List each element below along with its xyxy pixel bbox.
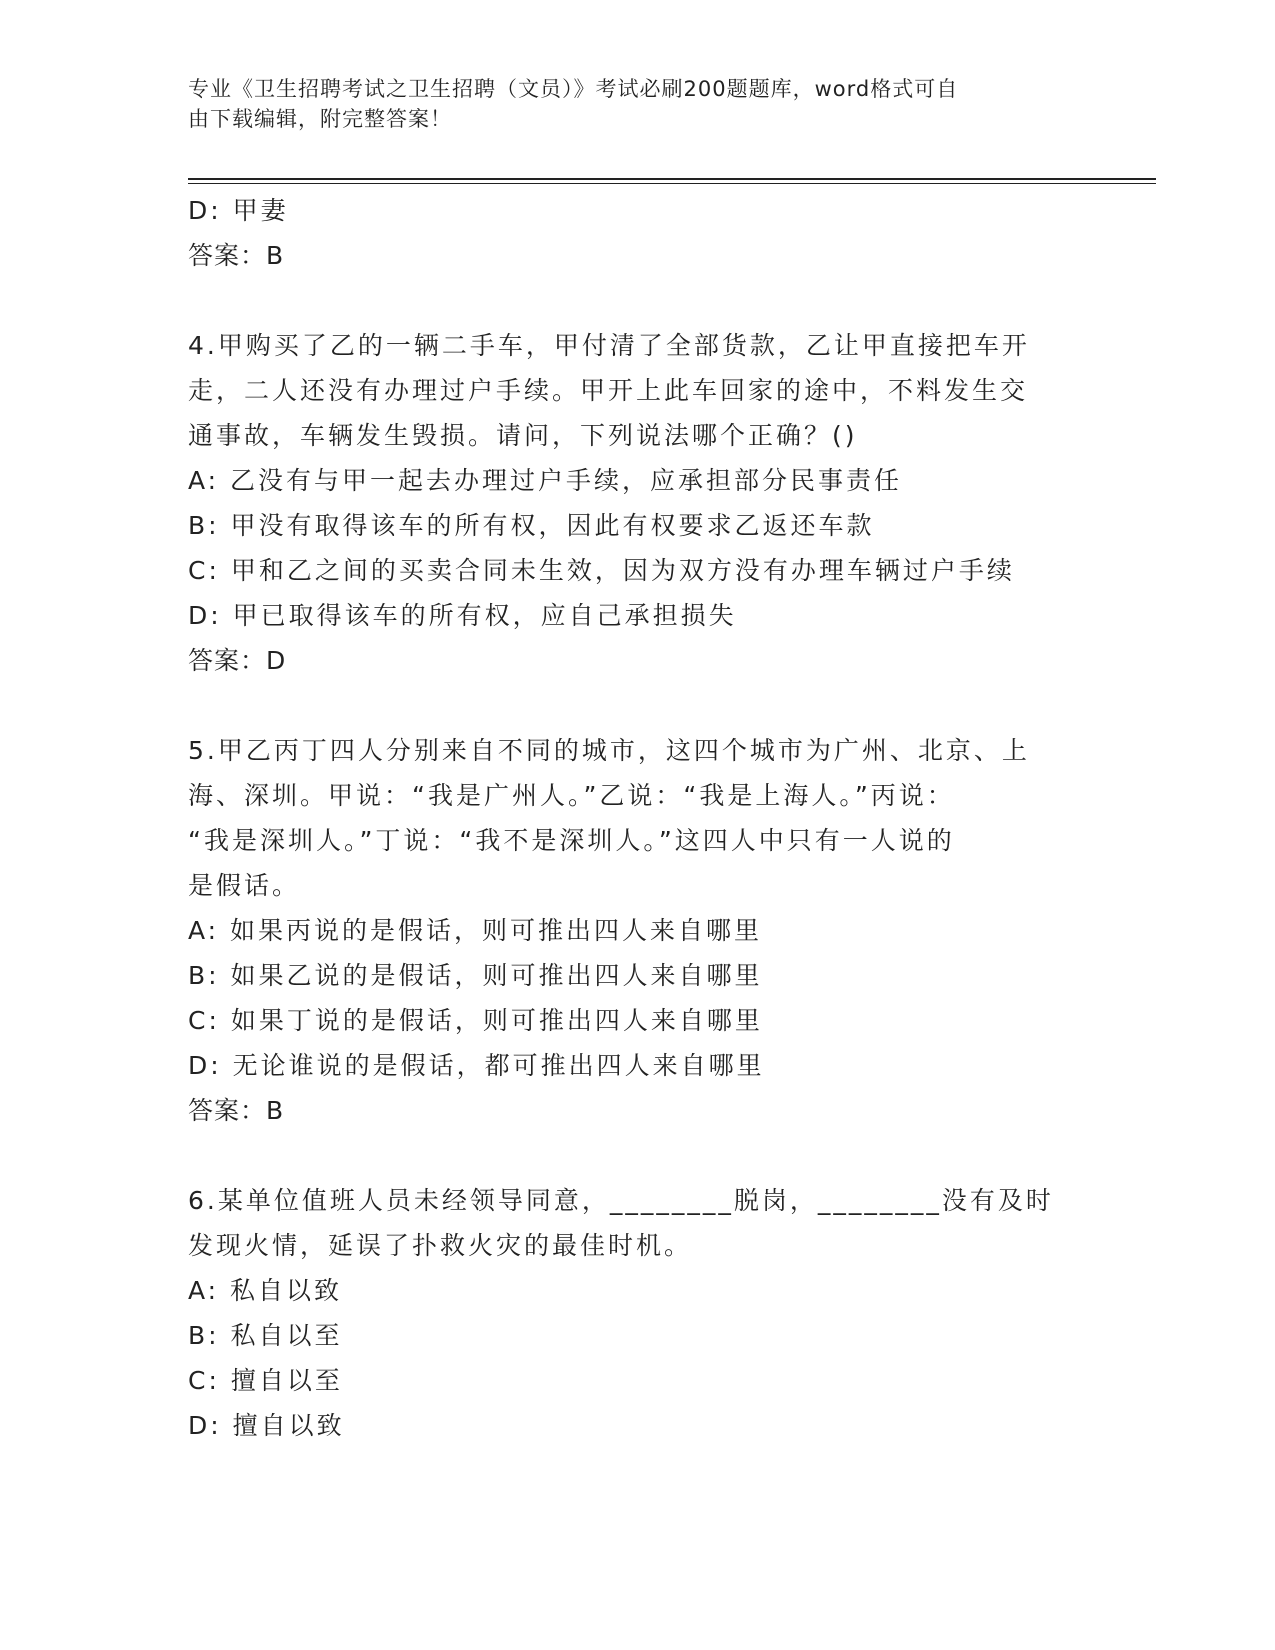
prev-question-answer: 答案：B xyxy=(188,241,285,270)
question-4-stem-line: 通事故，车辆发生毁损。请问，下列说法哪个正确？() xyxy=(188,421,858,450)
document-header xyxy=(188,74,1088,134)
question-5 xyxy=(188,728,1088,1133)
header-title-line-1: 专业《卫生招聘考试之卫生招聘（文员）》考试必刷200题题库，word格式可自 xyxy=(188,77,959,101)
question-6 xyxy=(188,1178,1088,1448)
question-4 xyxy=(188,323,1088,683)
question-4-option-b: B: 甲没有取得该车的所有权，因此有权要求乙返还车款 xyxy=(188,511,875,540)
question-4-option-d: D: 甲已取得该车的所有权，应自己承担损失 xyxy=(188,601,737,630)
header-divider-thin xyxy=(188,183,1156,184)
question-5-answer: 答案：B xyxy=(188,1096,285,1125)
question-5-option-d: D: 无论谁说的是假话，都可推出四人来自哪里 xyxy=(188,1051,765,1080)
question-4-answer: 答案：D xyxy=(188,646,287,675)
prev-question-option-d: D: 甲妻 xyxy=(188,196,289,225)
question-6-option-d: D: 擅自以致 xyxy=(188,1411,345,1440)
question-6-option-b: B: 私自以至 xyxy=(188,1321,343,1350)
question-5-stem-line: “我是深圳人。”丁说：“我不是深圳人。”这四人中只有一人说的 xyxy=(188,826,955,855)
question-6-stem-line: 6.某单位值班人员未经领导同意，________脱岗，________没有及时 xyxy=(188,1186,1054,1215)
question-5-option-a: A: 如果丙说的是假话，则可推出四人来自哪里 xyxy=(188,916,763,945)
question-6-stem-line: 发现火情，延误了扑救火灾的最佳时机。 xyxy=(188,1231,693,1260)
question-4-stem-line: 4.甲购买了乙的一辆二手车，甲付清了全部货款，乙让甲直接把车开 xyxy=(188,331,1030,360)
header-title-line-2: 由下载编辑，附完整答案！ xyxy=(188,107,452,131)
question-5-stem-line: 5.甲乙丙丁四人分别来自不同的城市，这四个城市为广州、北京、上 xyxy=(188,736,1030,765)
spacer xyxy=(188,683,1088,728)
question-4-option-c: C: 甲和乙之间的买卖合同未生效，因为双方没有办理车辆过户手续 xyxy=(188,556,1015,585)
spacer xyxy=(188,1133,1088,1178)
question-5-stem-line: 海、深圳。甲说：“我是广州人。”乙说：“我是上海人。”丙说： xyxy=(188,781,955,810)
question-5-stem-line: 是假话。 xyxy=(188,871,301,900)
question-content xyxy=(188,188,1088,1448)
spacer xyxy=(188,278,1088,323)
question-6-option-a: A: 私自以致 xyxy=(188,1276,343,1305)
question-4-option-a: A: 乙没有与甲一起去办理过户手续，应承担部分民事责任 xyxy=(188,466,903,495)
header-divider-thick xyxy=(188,178,1156,180)
question-5-option-c: C: 如果丁说的是假话，则可推出四人来自哪里 xyxy=(188,1006,763,1035)
question-4-stem-line: 走，二人还没有办理过户手续。甲开上此车回家的途中，不料发生交 xyxy=(188,376,1029,405)
question-6-option-c: C: 擅自以至 xyxy=(188,1366,343,1395)
question-5-option-b: B: 如果乙说的是假话，则可推出四人来自哪里 xyxy=(188,961,763,990)
